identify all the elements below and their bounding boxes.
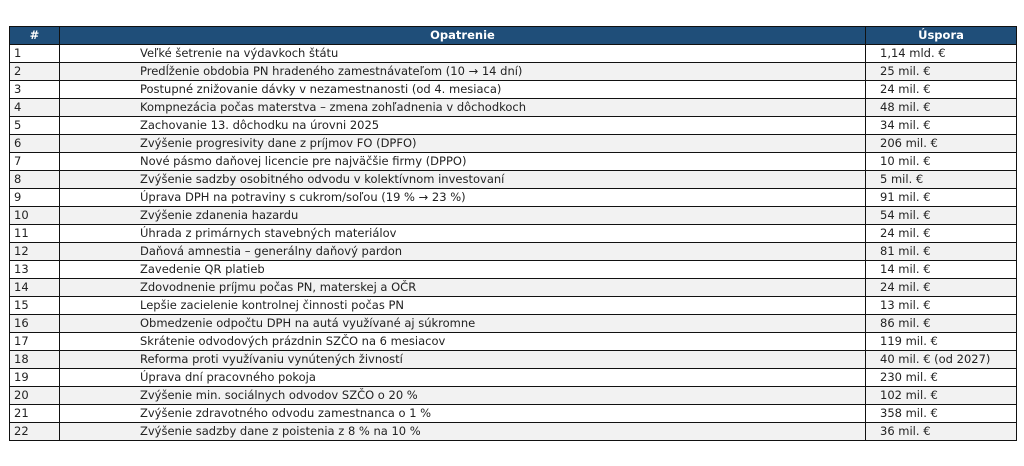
- measure-cell: Obmedzenie odpočtu DPH na autá využívané aj súkromne: [60, 315, 866, 333]
- row-number-cell: 2: [10, 63, 60, 81]
- table-row: [10, 99, 1017, 117]
- saving-cell: 206 mil. €: [866, 135, 1017, 153]
- measure-cell: Nové pásmo daňovej licencie pre najväčšie firmy (DPPO): [60, 153, 866, 171]
- measure-cell: Daňová amnestia – generálny daňový pardon: [60, 243, 866, 261]
- row-number-cell: 12: [10, 243, 60, 261]
- saving-cell: 14 mil. €: [866, 261, 1017, 279]
- table-row: [10, 135, 1017, 153]
- saving-cell: 48 mil. €: [866, 99, 1017, 117]
- measure-cell: Úhrada z primárnych stavebných materiálov: [60, 225, 866, 243]
- header-measure: Opatrenie: [60, 27, 866, 45]
- table-row: [10, 117, 1017, 135]
- table-row: [10, 171, 1017, 189]
- saving-cell: 10 mil. €: [866, 153, 1017, 171]
- table-row: [10, 45, 1017, 63]
- row-number-cell: 7: [10, 153, 60, 171]
- saving-cell: 86 mil. €: [866, 315, 1017, 333]
- saving-cell: 1,14 mld. €: [866, 45, 1017, 63]
- measure-cell: Zavedenie QR platieb: [60, 261, 866, 279]
- row-number-cell: 19: [10, 369, 60, 387]
- row-number-cell: 9: [10, 189, 60, 207]
- header-saving: Úspora: [866, 27, 1017, 45]
- table-row: [10, 261, 1017, 279]
- row-number-cell: 13: [10, 261, 60, 279]
- table-row: [10, 63, 1017, 81]
- row-number-cell: 17: [10, 333, 60, 351]
- measure-cell: Predĺženie obdobia PN hradeného zamestnávateľom (10 → 14 dní): [60, 63, 866, 81]
- table-row: [10, 279, 1017, 297]
- measure-cell: Lepšie zacielenie kontrolnej činnosti počas PN: [60, 297, 866, 315]
- measure-cell: Skrátenie odvodových prázdnin SZČO na 6 mesiacov: [60, 333, 866, 351]
- measure-cell: Zvýšenie progresivity dane z príjmov FO (DPFO): [60, 135, 866, 153]
- table-row: [10, 297, 1017, 315]
- measure-cell: Úprava dní pracovného pokoja: [60, 369, 866, 387]
- saving-cell: 36 mil. €: [866, 423, 1017, 441]
- table-row: [10, 207, 1017, 225]
- measure-cell: Zvýšenie sadzby osobitného odvodu v kolektívnom investovaní: [60, 171, 866, 189]
- row-number-cell: 5: [10, 117, 60, 135]
- row-number-cell: 3: [10, 81, 60, 99]
- row-number-cell: 20: [10, 387, 60, 405]
- saving-cell: 40 mil. € (od 2027): [866, 351, 1017, 369]
- saving-cell: 358 mil. €: [866, 405, 1017, 423]
- saving-cell: 81 mil. €: [866, 243, 1017, 261]
- row-number-cell: 1: [10, 45, 60, 63]
- measure-cell: Zvýšenie sadzby dane z poistenia z 8 % na 10 %: [60, 423, 866, 441]
- table-row: [10, 81, 1017, 99]
- measure-cell: Veľké šetrenie na výdavkoch štátu: [60, 45, 866, 63]
- saving-cell: 34 mil. €: [866, 117, 1017, 135]
- row-number-cell: 8: [10, 171, 60, 189]
- table-row: [10, 387, 1017, 405]
- measure-cell: Reforma proti využívaniu vynútených živností: [60, 351, 866, 369]
- header-number: #: [10, 27, 60, 45]
- measure-cell: Úprava DPH na potraviny s cukrom/soľou (19 % → 23 %): [60, 189, 866, 207]
- table-row: [10, 405, 1017, 423]
- saving-cell: 230 mil. €: [866, 369, 1017, 387]
- saving-cell: 5 mil. €: [866, 171, 1017, 189]
- measure-cell: Zachovanie 13. dôchodku na úrovni 2025: [60, 117, 866, 135]
- saving-cell: 25 mil. €: [866, 63, 1017, 81]
- table-row: [10, 423, 1017, 441]
- table-row: [10, 225, 1017, 243]
- table-row: [10, 243, 1017, 261]
- measures-table: [9, 26, 1017, 441]
- table-row: [10, 369, 1017, 387]
- table-body: [10, 45, 1017, 441]
- saving-cell: 13 mil. €: [866, 297, 1017, 315]
- row-number-cell: 22: [10, 423, 60, 441]
- header-row: [10, 27, 1017, 45]
- saving-cell: 102 mil. €: [866, 387, 1017, 405]
- saving-cell: 24 mil. €: [866, 81, 1017, 99]
- measure-cell: Zvýšenie zdanenia hazardu: [60, 207, 866, 225]
- row-number-cell: 4: [10, 99, 60, 117]
- measure-cell: Kompnezácia počas materstva – zmena zohľadnenia v dôchodkoch: [60, 99, 866, 117]
- row-number-cell: 14: [10, 279, 60, 297]
- saving-cell: 91 mil. €: [866, 189, 1017, 207]
- row-number-cell: 15: [10, 297, 60, 315]
- row-number-cell: 6: [10, 135, 60, 153]
- measures-table-container: [9, 26, 1016, 441]
- table-row: [10, 351, 1017, 369]
- measure-cell: Zdovodnenie príjmu počas PN, materskej a OČR: [60, 279, 866, 297]
- row-number-cell: 16: [10, 315, 60, 333]
- measure-cell: Zvýšenie min. sociálnych odvodov SZČO o 20 %: [60, 387, 866, 405]
- saving-cell: 24 mil. €: [866, 225, 1017, 243]
- saving-cell: 54 mil. €: [866, 207, 1017, 225]
- table-row: [10, 153, 1017, 171]
- table-row: [10, 189, 1017, 207]
- row-number-cell: 21: [10, 405, 60, 423]
- table-row: [10, 333, 1017, 351]
- measure-cell: Postupné znižovanie dávky v nezamestnanosti (od 4. mesiaca): [60, 81, 866, 99]
- table-header: [10, 27, 1017, 45]
- table-row: [10, 315, 1017, 333]
- row-number-cell: 11: [10, 225, 60, 243]
- saving-cell: 24 mil. €: [866, 279, 1017, 297]
- row-number-cell: 18: [10, 351, 60, 369]
- saving-cell: 119 mil. €: [866, 333, 1017, 351]
- measure-cell: Zvýšenie zdravotného odvodu zamestnanca o 1 %: [60, 405, 866, 423]
- row-number-cell: 10: [10, 207, 60, 225]
